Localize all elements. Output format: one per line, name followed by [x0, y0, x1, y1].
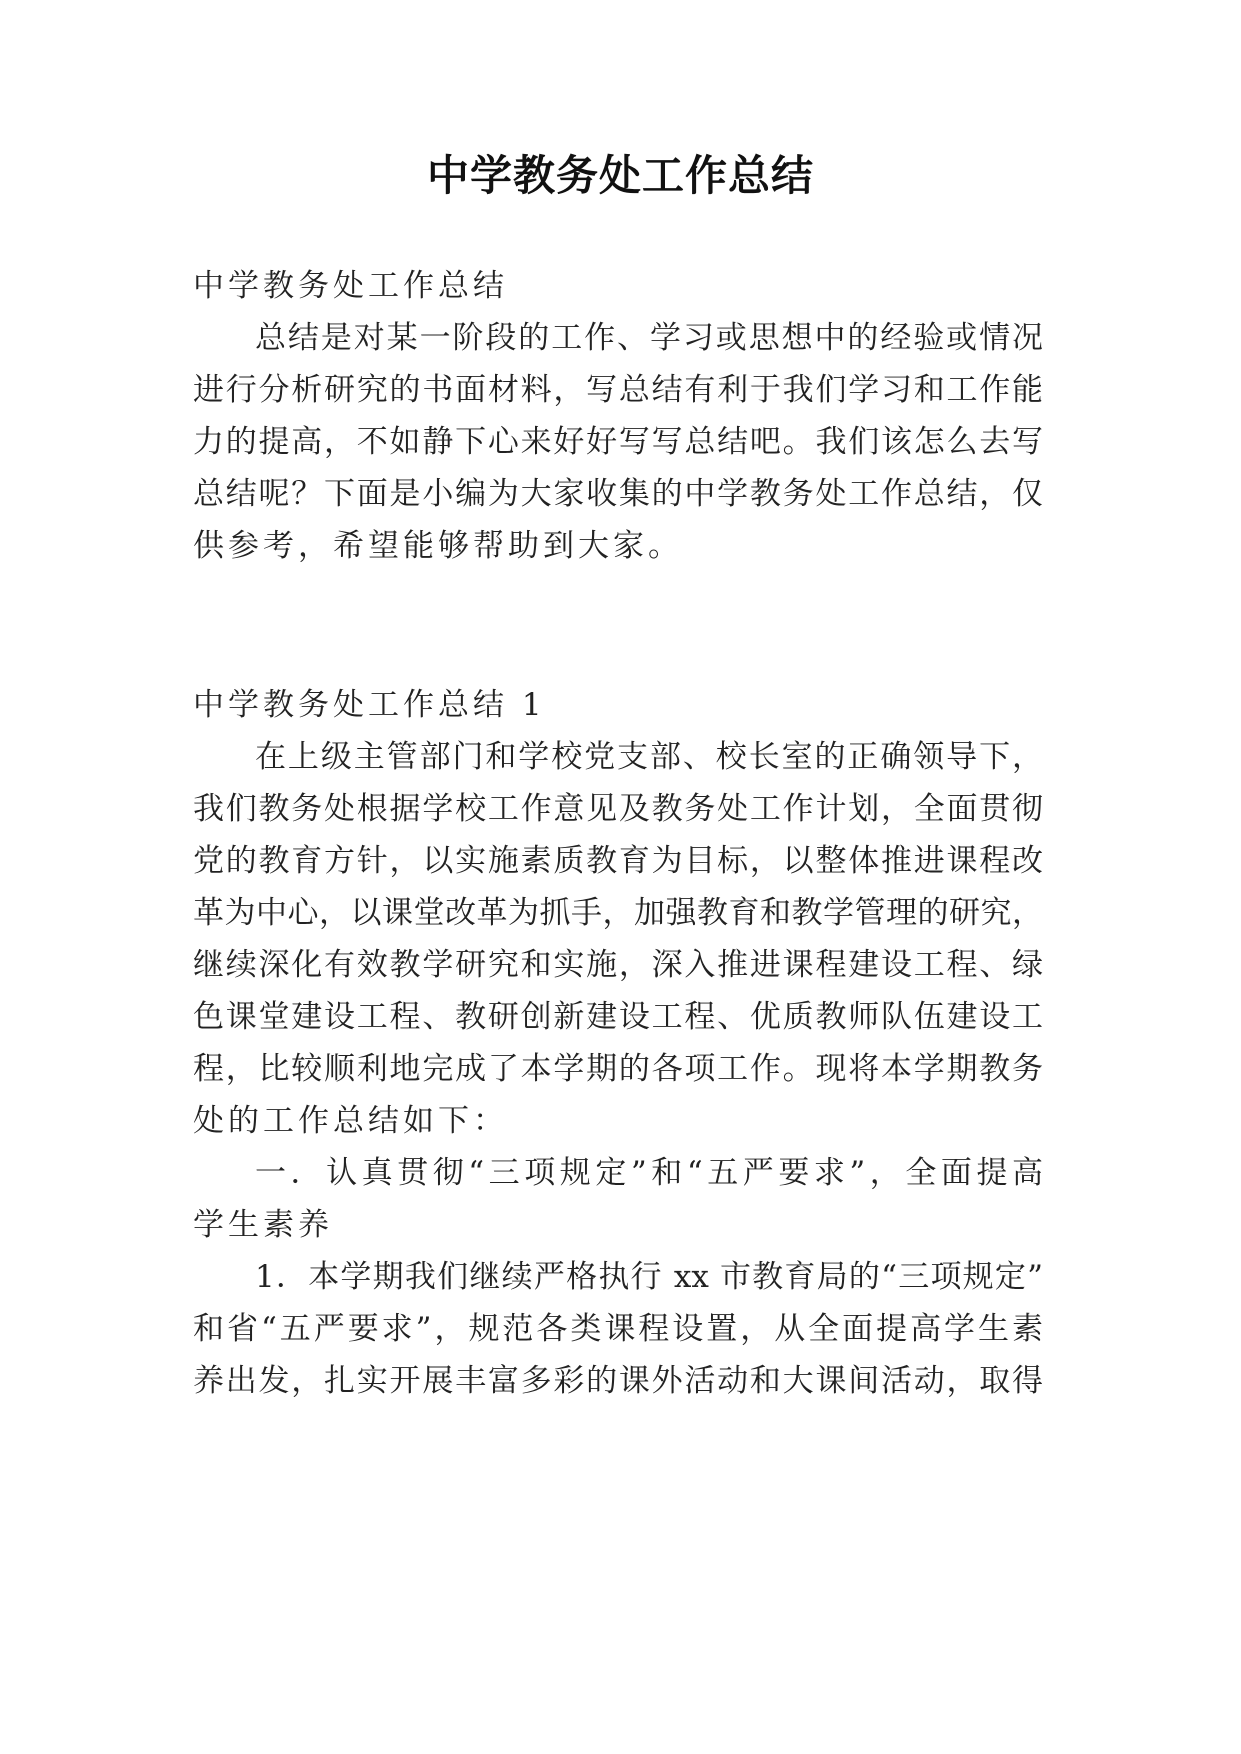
point-heading-line: 学生素养 [193, 1207, 333, 1243]
intro-line: 力的提高，不如静下心来好好写写总结吧。我们该怎么去写 [193, 424, 1043, 460]
section-heading: 中学教务处工作总结 1 [193, 687, 546, 723]
intro-line: 供参考，希望能够帮助到大家。 [193, 528, 683, 564]
item-line: 1．本学期我们继续严格执行 xx 市教育局的“三项规定” [255, 1259, 1043, 1295]
section-line: 程，比较顺利地完成了本学期的各项工作。现将本学期教务 [193, 1051, 1043, 1087]
section-line: 党的教育方针，以实施素质教育为目标，以整体推进课程改 [193, 843, 1043, 879]
intro-line: 进行分析研究的书面材料，写总结有利于我们学习和工作能 [193, 372, 1043, 408]
document-title: 中学教务处工作总结 [426, 151, 814, 200]
section-line: 继续深化有效教学研究和实施，深入推进课程建设工程、绿 [193, 947, 1043, 983]
section-line: 色课堂建设工程、教研创新建设工程、优质教师队伍建设工 [193, 999, 1043, 1035]
section-line: 处的工作总结如下： [193, 1103, 508, 1139]
intro-line: 总结是对某一阶段的工作、学习或思想中的经验或情况 [255, 320, 1043, 356]
intro-line: 总结呢？下面是小编为大家收集的中学教务处工作总结，仅 [193, 476, 1043, 512]
item-line: 养出发，扎实开展丰富多彩的课外活动和大课间活动，取得 [193, 1363, 1043, 1399]
item-line: 和省“五严要求”，规范各类课程设置，从全面提高学生素 [193, 1311, 1043, 1347]
section-line: 我们教务处根据学校工作意见及教务处工作计划，全面贯彻 [193, 791, 1043, 827]
intro-heading: 中学教务处工作总结 [193, 268, 508, 304]
section-line: 在上级主管部门和学校党支部、校长室的正确领导下， [255, 739, 1043, 775]
section-line: 革为中心，以课堂改革为抓手，加强教育和教学管理的研究， [193, 895, 1043, 931]
point-heading-line: 一．认真贯彻“三项规定”和“五严要求”，全面提高 [255, 1155, 1043, 1191]
